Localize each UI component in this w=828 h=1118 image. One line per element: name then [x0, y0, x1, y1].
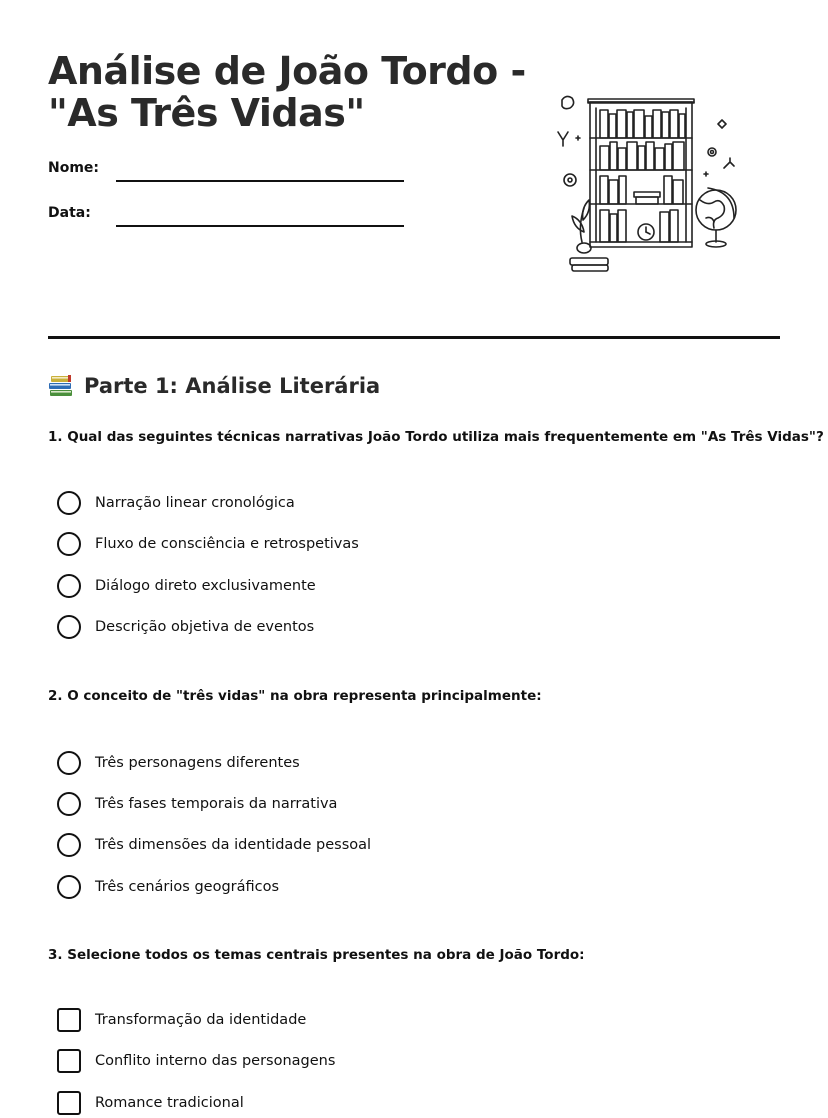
title-line-1: Análise de João Tordo - — [48, 49, 526, 93]
option-label: Três cenários geográficos — [95, 879, 280, 895]
radio-button[interactable] — [57, 875, 81, 899]
checkbox[interactable] — [57, 1091, 81, 1115]
option-label: Romance tradicional — [95, 1095, 244, 1111]
option-label: Diálogo direto exclusivamente — [95, 578, 316, 594]
books-emoji-icon — [48, 374, 74, 398]
radio-button[interactable] — [57, 792, 81, 816]
bookshelf-globe-illustration-icon — [548, 92, 748, 282]
radio-button[interactable] — [57, 532, 81, 556]
q2-option-2[interactable] — [57, 791, 337, 817]
q1-option-3[interactable] — [57, 573, 316, 599]
radio-button[interactable] — [57, 751, 81, 775]
q2-option-4[interactable] — [57, 874, 279, 900]
checkbox[interactable] — [57, 1008, 81, 1032]
question-3-text: 3. Selecione todos os temas centrais presentes na obra de João Tordo: — [48, 947, 585, 963]
section-title-text: Parte 1: Análise Literária — [84, 374, 381, 398]
q1-option-1[interactable] — [57, 490, 295, 516]
name-field[interactable] — [116, 180, 404, 182]
section-divider — [48, 336, 780, 339]
date-field[interactable] — [116, 225, 404, 227]
option-label: Descrição objetiva de eventos — [95, 619, 315, 635]
option-label: Três fases temporais da narrativa — [95, 796, 338, 812]
q3-option-3[interactable] — [57, 1090, 244, 1116]
section-title — [48, 374, 380, 398]
option-label: Conflito interno das personagens — [95, 1053, 336, 1069]
q3-option-1[interactable] — [57, 1007, 306, 1033]
option-label: Transformação da identidade — [95, 1012, 307, 1028]
checkbox[interactable] — [57, 1049, 81, 1073]
question-2-text: 2. O conceito de "três vidas" na obra representa principalmente: — [48, 688, 542, 704]
date-label: Data: — [48, 205, 91, 221]
page-title — [48, 50, 528, 134]
name-label: Nome: — [48, 160, 100, 176]
radio-button[interactable] — [57, 833, 81, 857]
q1-option-2[interactable] — [57, 531, 359, 557]
radio-button[interactable] — [57, 574, 81, 598]
q2-option-1[interactable] — [57, 750, 300, 776]
radio-button[interactable] — [57, 491, 81, 515]
q3-option-2[interactable] — [57, 1048, 335, 1074]
option-label: Três dimensões da identidade pessoal — [95, 837, 372, 853]
radio-button[interactable] — [57, 615, 81, 639]
option-label: Narração linear cronológica — [95, 495, 295, 511]
title-line-2: "As Três Vidas" — [48, 91, 365, 135]
option-label: Três personagens diferentes — [95, 755, 300, 771]
option-label: Fluxo de consciência e retrospetivas — [95, 536, 359, 552]
q2-option-3[interactable] — [57, 832, 371, 858]
question-1-text: 1. Qual das seguintes técnicas narrativas João Tordo utiliza mais frequentemente em "As Três Vidas"? — [48, 429, 824, 445]
q1-option-4[interactable] — [57, 614, 314, 640]
